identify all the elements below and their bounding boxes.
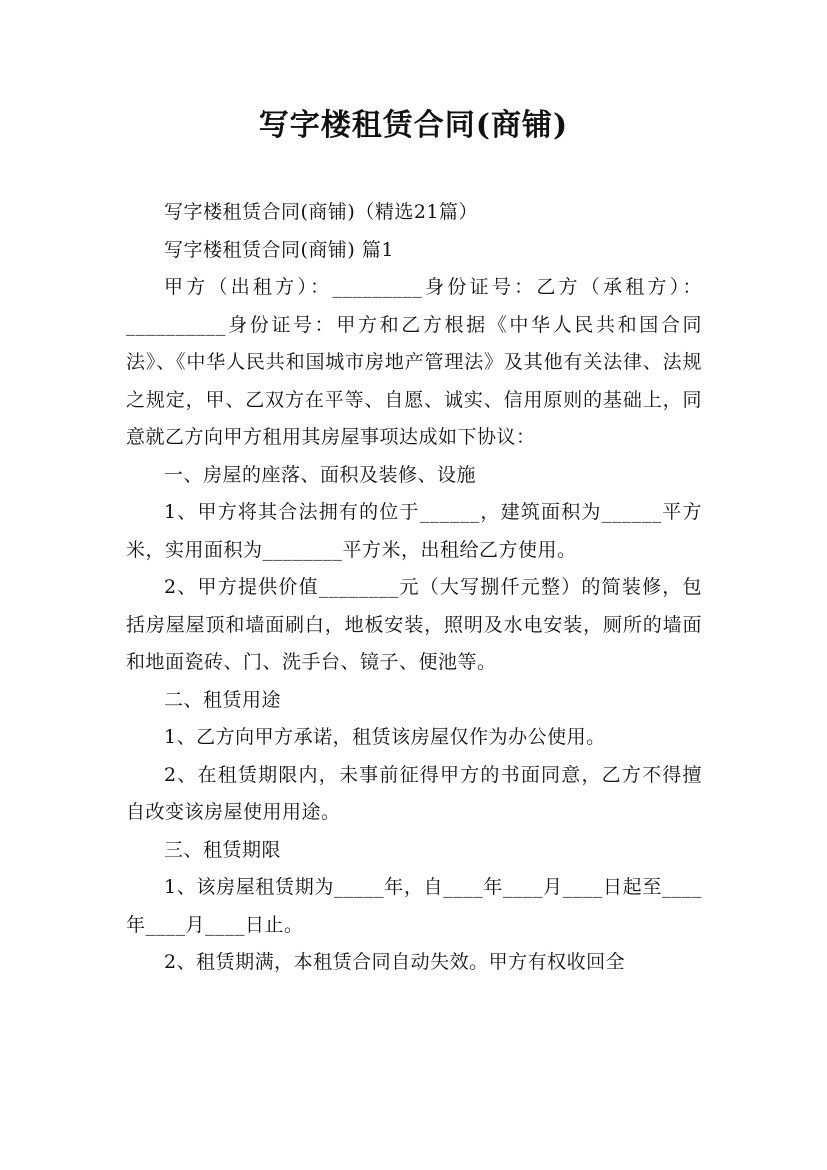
- body-paragraph: 1、乙方向甲方承诺，租赁该房屋仅作为办公使用。: [164, 726, 606, 748]
- body-paragraph: 1、甲方将其合法拥有的位于______，建筑面积为______平方米，实用面积为________平方米，出租给乙方使用。: [126, 501, 702, 561]
- clause-heading: 二、租赁用途: [164, 688, 282, 711]
- body-paragraph: 2、租赁期满，本租赁合同自动失效。甲方有权收回全: [164, 951, 626, 973]
- document-body: [126, 194, 702, 982]
- clause-heading: 一、房屋的座落、面积及装修、设施: [164, 463, 477, 486]
- section-heading: 写字楼租赁合同(商铺) 篇1: [164, 238, 394, 261]
- body-paragraph: 甲方（出租方）：_________身份证号：乙方（承租方）：__________身份证号：甲方和乙方根据《中华人民共和国合同法》、《中华人民共和国城市房地产管理法》及其他有关法律、法规之规定，甲、乙双方在平等、自愿、诚实、信用原则的基础上，同意就乙方向甲方租用其房屋事项达成如下协议：: [126, 276, 702, 448]
- body-paragraph: 2、在租赁期限内，未事前征得甲方的书面同意，乙方不得擅自改变该房屋使用用途。: [126, 763, 702, 823]
- body-paragraph: 2、甲方提供价值________元（大写捌仟元整）的简装修，包括房屋屋顶和墙面刷白，地板安装，照明及水电安装，厕所的墙面和地面瓷砖、门、洗手台、镜子、便池等。: [126, 576, 702, 673]
- body-paragraph: 1、该房屋租赁期为_____年，自____年____月____日起至____年____月____日止。: [126, 876, 702, 936]
- document-title: 写字楼租赁合同(商铺): [258, 108, 569, 143]
- subtitle-paragraph: 写字楼租赁合同(商铺)（精选21篇）: [164, 201, 479, 223]
- clause-heading: 三、租赁期限: [164, 838, 282, 861]
